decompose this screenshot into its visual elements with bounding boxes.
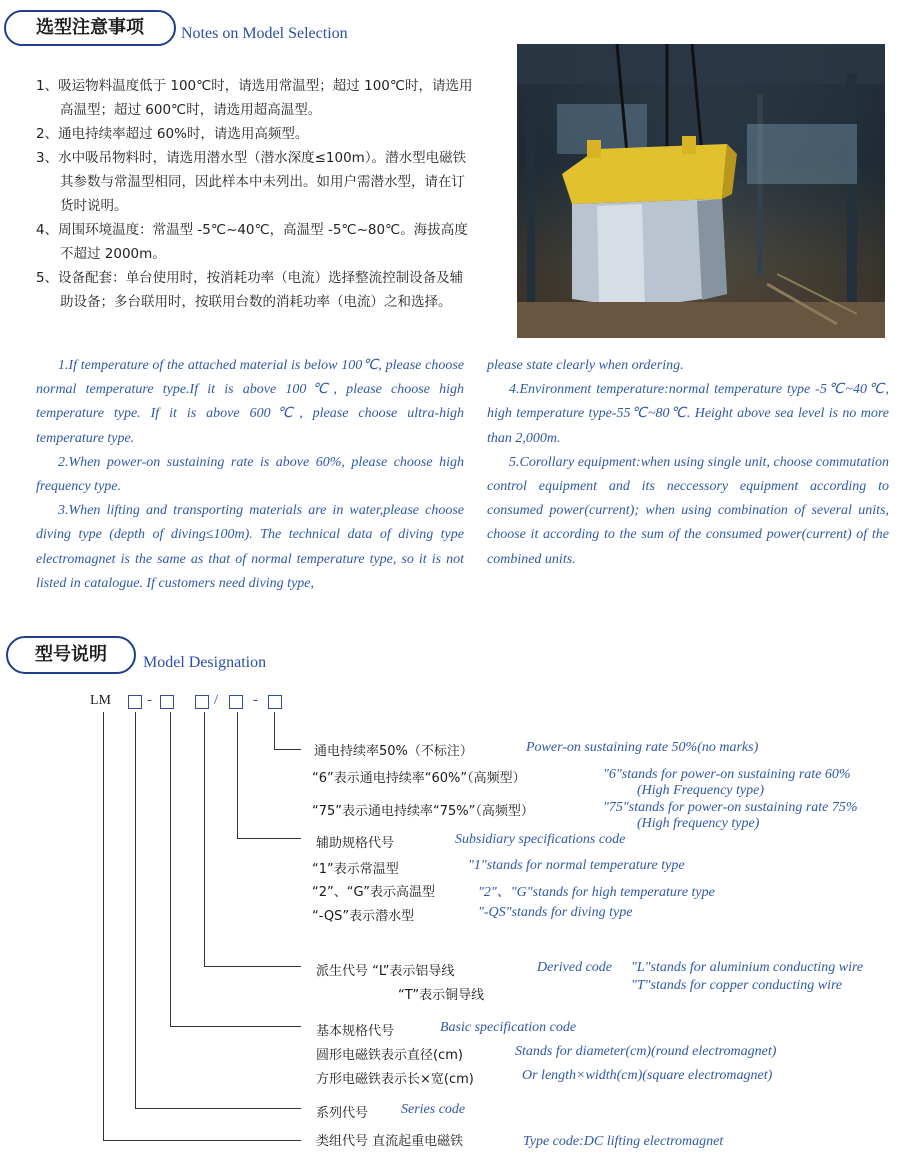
designation-title-pill xyxy=(6,636,136,674)
model-prefix: LM xyxy=(90,693,111,708)
row-copper-cn: “T”表示铜导线 xyxy=(398,988,485,1003)
notes-en-left xyxy=(36,354,464,596)
row-rate-75-en-2: (High frequency type) xyxy=(637,816,760,831)
code-box-spec xyxy=(160,695,174,709)
row-rate-75-en: "75"stands for power-on sustaining rate 75% xyxy=(603,800,858,815)
row-rate-75-cn: “75”表示通电持续率“75%”（高频型） xyxy=(312,804,534,819)
notes-en-item-4: 4.Environment temperature:normal temperature type -5℃~40℃, high temperature type-55℃~80℃. Height above sea level is no more than 2,000m. xyxy=(487,382,889,446)
electromagnet-photo xyxy=(517,44,885,338)
notes-title-en: Notes on Model Selection xyxy=(181,25,348,42)
code-box-rate xyxy=(268,695,282,709)
code-sep-dash-1: - xyxy=(147,692,152,708)
row-length-width-en: Or length×width(cm)(square electromagnet) xyxy=(522,1068,773,1083)
row-normal-temp-cn: “1”表示常温型 xyxy=(312,862,399,877)
connector-series xyxy=(135,712,136,1108)
row-basic-cn: 基本规格代号 xyxy=(316,1024,395,1039)
notes-cn-item-5: 5、设备配套：单台使用时，按消耗功率（电流）选择整流控制设备及辅助设备；多台联用时，按联用台数的消耗功率（电流）之和选择。 xyxy=(36,270,464,310)
code-box-basic-series xyxy=(128,695,142,709)
row-series-en: Series code xyxy=(401,1102,466,1117)
row-rate-default-en: Power-on sustaining rate 50%(no marks) xyxy=(526,740,759,755)
connector-rate-h xyxy=(274,749,301,750)
row-diving-cn: “-QS”表示潜水型 xyxy=(312,909,415,924)
row-series-cn: 系列代号 xyxy=(316,1106,369,1121)
designation-title-cn: 型号说明 xyxy=(35,644,107,665)
row-rate-60-en-2: (High Frequency type) xyxy=(637,783,764,798)
row-diameter-en: Stands for diameter(cm)(round electromagnet) xyxy=(515,1044,777,1059)
notes-cn-item-4: 4、周围环境温度：常温型 -5℃~40℃，高温型 -5℃~80℃。海拔高度不超过 2000m。 xyxy=(36,222,468,262)
connector-rate xyxy=(274,712,275,749)
connector-type-h xyxy=(103,1140,301,1141)
notes-en-item-2: 2.When power-on sustaining rate is above 60%, please choose high frequency type. xyxy=(36,454,464,495)
connector-derived-h xyxy=(204,966,301,967)
notes-title-pill xyxy=(4,10,176,46)
connector-subsidiary xyxy=(237,712,238,838)
notes-title-cn: 选型注意事项 xyxy=(36,17,144,38)
code-sep-slash: / xyxy=(214,692,219,708)
row-diving-en: "-QS"stands for diving type xyxy=(478,905,633,920)
notes-en-item-3: 3.When lifting and transporting materials are in water,please choose diving type (depth of diving≤100m). The technical data of diving type electromagnet is the same as that of normal temperature type, so it is not listed in catalogue. If customers need diving type, xyxy=(36,503,464,591)
row-copper-en: "T"stands for copper conducting wire xyxy=(631,978,843,993)
connector-series-h xyxy=(135,1108,301,1109)
notes-en-right xyxy=(487,354,889,572)
row-type-cn: 类组代号 直流起重电磁铁 xyxy=(316,1134,464,1149)
row-aluminium-en: "L"stands for aluminium conducting wire xyxy=(631,960,864,975)
code-box-derived xyxy=(195,695,209,709)
notes-cn-item-3: 3、水中吸吊物料时，请选用潜水型（潜水深度≤100m）。潜水型电磁铁其参数与常温型相同，因此样本中未列出。如用户需潜水型，请在订货时说明。 xyxy=(36,150,467,214)
notes-cn-item-1: 1、吸运物料温度低于 100℃时，请选用常温型；超过 100℃时，请选用高温型；超过 600℃时，请选用超高温型。 xyxy=(36,78,473,118)
connector-type xyxy=(103,712,104,1140)
connector-basic xyxy=(170,712,171,1026)
row-rate-60-cn: “6”表示通电持续率“60%”（高频型） xyxy=(312,771,526,786)
code-sep-dash-2: - xyxy=(253,692,258,708)
connector-basic-h xyxy=(170,1026,301,1027)
row-high-temp-cn: “2”、“G”表示高温型 xyxy=(312,885,435,900)
row-basic-en: Basic specification code xyxy=(440,1020,577,1035)
row-diameter-cn: 圆形电磁铁表示直径(cm) xyxy=(316,1048,463,1063)
row-rate-default xyxy=(314,740,473,759)
row-rate-60-en: "6"stands for power-on sustaining rate 60% xyxy=(603,767,851,782)
code-box-subsidiary xyxy=(229,695,243,709)
notes-en-item-5: 5.Corollary equipment:when using single unit, choose commutation control equipment and its neccessory equipment according to consumed power(current); when using combination of several units, choose it according to the sum of the consumed power(current) of the combined units. xyxy=(487,454,889,567)
notes-en-item-1: 1.If temperature of the attached material is below 100℃, please choose normal temperature type.If it is above 100℃, please choose high temperature type. If it is above 600℃, please choose ultra-high temperature type. xyxy=(36,358,464,446)
electromagnet-photo-illustration xyxy=(517,44,885,338)
row-type-en: Type code:DC lifting electromagnet xyxy=(523,1134,724,1149)
notes-en-item-3-cont: please state clearly when ordering. xyxy=(487,358,684,373)
notes-cn-list xyxy=(36,74,476,314)
row-derived-en: Derived code xyxy=(537,960,613,975)
row-rate-default-cn: 通电持续率50%（不标注） xyxy=(314,744,473,759)
designation-title-en: Model Designation xyxy=(143,654,267,671)
row-subsidiary-en: Subsidiary specifications code xyxy=(455,832,626,847)
row-normal-temp-en: "1"stands for normal temperature type xyxy=(468,858,685,873)
notes-cn-item-2: 2、通电持续率超过 60%时，请选用高频型。 xyxy=(36,126,309,142)
connector-subsidiary-h xyxy=(237,838,301,839)
row-subsidiary-cn: 辅助规格代号 xyxy=(316,836,395,851)
row-high-temp-en: "2"、"G"stands for high temperature type xyxy=(478,885,715,900)
row-length-width-cn: 方形电磁铁表示长×宽(cm) xyxy=(316,1072,474,1087)
connector-derived xyxy=(204,712,205,966)
row-derived-cn: 派生代号 “L”表示铝导线 xyxy=(316,964,455,979)
